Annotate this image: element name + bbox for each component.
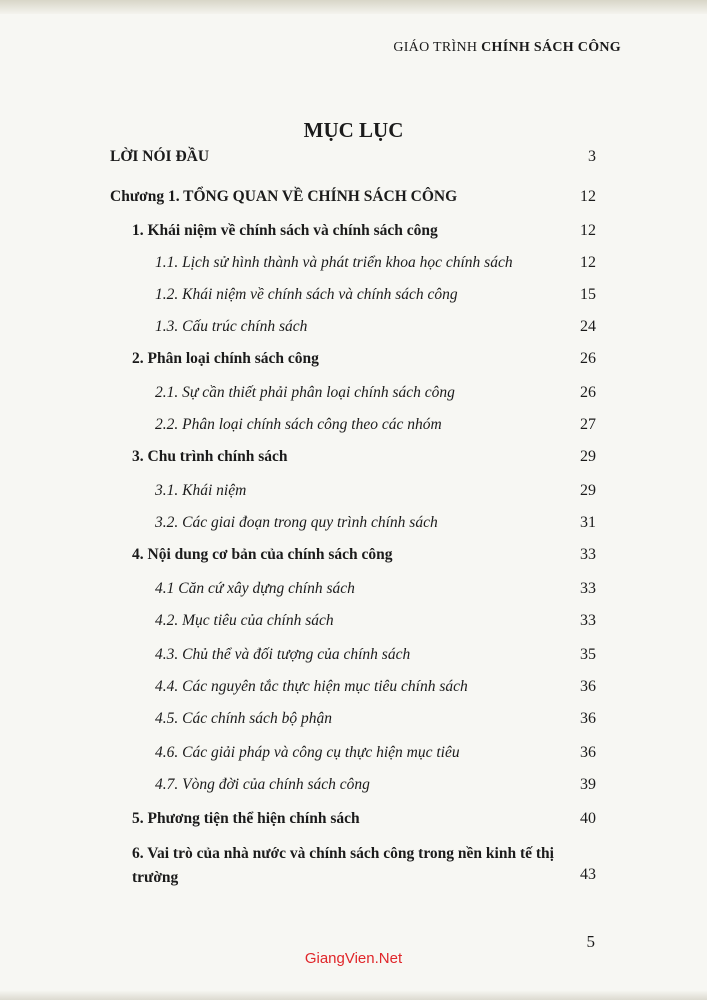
toc-entry-section-4 — [0, 546, 707, 570]
toc-entry-label: 4.3. Chủ thể và đối tượng của chính sách — [155, 646, 411, 663]
toc-entry-page: 24 — [580, 318, 596, 335]
toc-title: MỤC LỤC — [303, 118, 404, 142]
toc-entry-page: 29 — [580, 448, 596, 465]
toc-entry-page: 12 — [580, 254, 596, 271]
toc-entry-page: 26 — [580, 384, 596, 401]
toc-entry-label: 3.2. Các giai đoạn trong quy trình chính sách — [155, 514, 438, 531]
toc-entry-label: Chương 1. TỔNG QUAN VỀ CHÍNH SÁCH CÔNG — [110, 188, 458, 205]
toc-entry-subsection-3-1 — [0, 482, 707, 506]
toc-entry-page: 33 — [580, 546, 596, 563]
toc-entry-page: 12 — [580, 222, 596, 239]
toc-entry-label: 4.7. Vòng đời của chính sách công — [155, 776, 370, 793]
toc-entry-label: 1. Khái niệm về chính sách và chính sách công — [132, 222, 438, 239]
running-head-prefix: GIÁO TRÌNH — [393, 40, 482, 55]
toc-entry-label: 2.1. Sự cần thiết phải phân loại chính sách công — [155, 384, 455, 401]
toc-entry-label: 2.2. Phân loại chính sách công theo các nhóm — [155, 416, 442, 433]
toc-entry-label: 2. Phân loại chính sách công — [132, 350, 319, 367]
toc-entry-label: 1.3. Cấu trúc chính sách — [155, 318, 308, 335]
toc-entry-subsection-4-7 — [0, 776, 707, 800]
toc-entry-subsection-4-5 — [0, 710, 707, 734]
toc-entry-section-3 — [0, 448, 707, 472]
toc-entry-preface — [0, 148, 707, 172]
toc-entry-subsection-4-4 — [0, 678, 707, 702]
toc-entry-subsection-4-3 — [0, 646, 707, 670]
toc-entry-page: 36 — [580, 744, 596, 761]
toc-entry-subsection-2-2 — [0, 416, 707, 440]
toc-entry-section-1 — [0, 222, 707, 246]
toc-entry-section-6 — [0, 842, 707, 892]
toc-entry-chapter-1 — [0, 188, 707, 212]
toc-entry-page: 40 — [580, 810, 596, 827]
running-head-bold: CHÍNH SÁCH CÔNG — [481, 40, 621, 55]
toc-entry-subsection-4-2 — [0, 612, 707, 636]
toc-entry-label: 3.1. Khái niệm — [155, 482, 247, 499]
toc-entry-page: 43 — [580, 866, 596, 883]
toc-entry-page: 3 — [588, 148, 596, 165]
toc-entry-subsection-4-6 — [0, 744, 707, 768]
toc-entry-label: 1.1. Lịch sử hình thành và phát triển khoa học chính sách — [155, 254, 513, 271]
toc-entry-label: 4.1 Căn cứ xây dựng chính sách — [155, 580, 355, 597]
toc-entry-label: 1.2. Khái niệm về chính sách và chính sách công — [155, 286, 458, 303]
running-head — [393, 40, 621, 56]
toc-entry-label: 4. Nội dung cơ bản của chính sách công — [132, 546, 393, 563]
toc-entry-page: 33 — [580, 580, 596, 597]
toc-entry-label: 3. Chu trình chính sách — [132, 448, 288, 465]
toc-entry-page: 39 — [580, 776, 596, 793]
top-edge-shadow — [0, 0, 707, 14]
toc-entry-page: 31 — [580, 514, 596, 531]
toc-entry-page: 36 — [580, 678, 596, 695]
page-number: 5 — [586, 932, 595, 951]
toc-entry-page: 29 — [580, 482, 596, 499]
toc-entry-label: 6. Vai trò của nhà nước và chính sách công trong nền kinh tế thị trường — [132, 845, 554, 886]
toc-entry-subsection-1-3 — [0, 318, 707, 342]
toc-entry-section-2 — [0, 350, 707, 374]
toc-entry-label: 5. Phương tiện thể hiện chính sách — [132, 810, 360, 827]
toc-entry-label: 4.6. Các giải pháp và công cụ thực hiện mục tiêu — [155, 744, 460, 761]
bottom-edge-shadow — [0, 990, 707, 1000]
toc-entry-subsection-2-1 — [0, 384, 707, 408]
toc-entry-label: 4.2. Mục tiêu của chính sách — [155, 612, 334, 629]
toc-entry-page: 26 — [580, 350, 596, 367]
toc-entry-subsection-3-2 — [0, 514, 707, 538]
toc-entry-section-5 — [0, 810, 707, 834]
toc-entry-page: 33 — [580, 612, 596, 629]
toc-entry-label: 4.5. Các chính sách bộ phận — [155, 710, 332, 727]
toc-entry-page: 35 — [580, 646, 596, 663]
toc-entry-page: 15 — [580, 286, 596, 303]
toc-entry-page: 12 — [580, 188, 596, 205]
toc-entry-page: 27 — [580, 416, 596, 433]
toc-entry-subsection-1-1 — [0, 254, 707, 278]
toc-entry-label: 4.4. Các nguyên tắc thực hiện mục tiêu chính sách — [155, 678, 468, 695]
toc-entry-label: LỜI NÓI ĐẦU — [110, 148, 210, 165]
toc-entry-page: 36 — [580, 710, 596, 727]
toc-entry-subsection-4-1 — [0, 580, 707, 604]
watermark: GiangVien.Net — [304, 950, 403, 967]
toc-entry-subsection-1-2 — [0, 286, 707, 310]
